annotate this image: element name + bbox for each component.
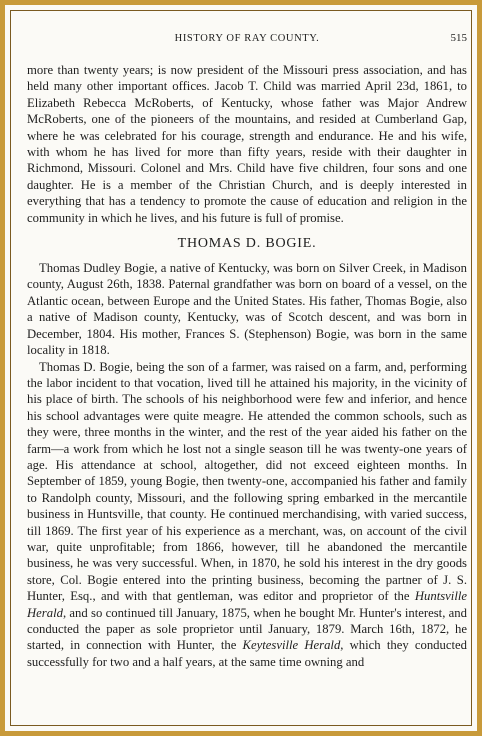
bogie-paragraph-2 [27, 359, 467, 671]
paragraph-2-text-b: , and so continued till January, 1875, when he bought Mr. Hunter's interest, and conducted the paper as sole proprietor until January, 1879. March 16th, 1872, he started, in connection with Hunter, the [27, 605, 467, 653]
running-head-title: HISTORY OF RAY COUNTY. [174, 33, 320, 44]
book-page [27, 33, 467, 670]
paragraph-2-text-c: , which they conducted successfully for two and a half years, at the same time owning and [27, 638, 467, 669]
section-heading: THOMAS D. BOGIE. [177, 236, 317, 252]
running-head [27, 33, 467, 49]
keytesville-herald-title: Keytesville Herald [242, 638, 341, 653]
opening-paragraph: more than twenty years; is now president of the Missouri press association, and has held many other important offices. Jacob T. Child was married April 23d, 1861, to Elizabeth Rebecca McRoberts, of Kentucky, whose father was Major Andrew McRoberts, one of the pioneers of the mountains, and resided at Cumberland Gap, where he was celebrated for his courage, strength and endurance. He and his wife, with whom he has lived for more than fifty years, reside with their daughter in Richmond, Missouri. Colonel and Mrs. Child have five children, four sons and one daughter. He is a member of the Christian Church, and is deeply interested in everything that has a tendency to promote the cause of education and religion in the community in which he lives, and his future is full of promise. [27, 63, 467, 225]
body-text [27, 62, 467, 670]
page-number: 515 [450, 32, 467, 44]
bogie-paragraph-1: Thomas Dudley Bogie, a native of Kentucky, was born on Silver Creek, in Madison county, August 26th, 1838. Paternal grandfather was born on board of a vessel, on the Atlantic ocean, between Europe and the United States. His father, Thomas Bogie, also a native of Madison county, Kentucky, was of Scotch descent, and was born in December, 1804. His mother, Frances S. (Stephenson) Bogie, was born in the same locality in 1818. [27, 261, 467, 358]
huntsville-herald-title: Huntsville Herald [27, 589, 467, 620]
paragraph-2-text-a: Thomas D. Bogie, being the son of a farmer, was raised on a farm, and, performing the labor incident to that vocation, lived till he attained his majority, in the vicinity of his place of birth. The schools of his neighborhood were few and inferior, and hence his school advantages were quite meagre. He attended the common schools, such as they were, three months in the winter, and the rest of the year aided his father on the farm—a work from which he lost not a single season till he was twenty-one years of age. His attendance at school, altogether, did not exceed eighteen months. In September of 1859, young Bogie, then twenty-one, accompanied his father and family to Randolph county, Missouri, and the following spring embarked in the mercantile business in Huntsville, that county. He continued merchandising, with varied success, till 1869. The first year of his experience as a merchant, was, on account of the civil war, quite unprofitable; from 1866, however, till he abandoned the mercantile business, he was very successful. When, in 1870, he sold his interest in the dry goods store, Col. Bogie entered into the printing business, becoming the partner of J. S. Hunter, Esq., and with that gentleman, was editor and proprietor of the [27, 359, 467, 604]
